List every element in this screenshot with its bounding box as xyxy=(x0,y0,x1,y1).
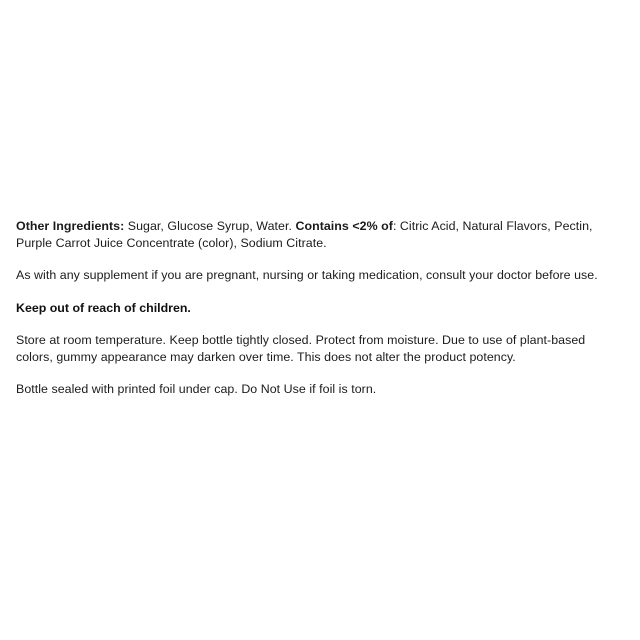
other-ingredients-paragraph xyxy=(16,218,616,251)
seal-notice-paragraph: Bottle sealed with printed foil under cap. Do Not Use if foil is torn. xyxy=(16,382,377,396)
other-ingredients-list-part-2: : Citric Acid, Natural Flavors, Pectin, Purple Carrot Juice Concentrate (color), Sodium Citrate. xyxy=(16,219,593,250)
other-ingredients-label: Other Ingredients: xyxy=(16,219,125,233)
supplement-warning-paragraph: As with any supplement if you are pregnant, nursing or taking medication, consult your doctor before use. xyxy=(16,268,598,282)
keep-out-of-reach-heading: Keep out of reach of children. xyxy=(16,300,191,315)
other-ingredients-list-part-1: Sugar, Glucose Syrup, Water. xyxy=(124,219,296,233)
storage-instructions-paragraph: Store at room temperature. Keep bottle tightly closed. Protect from moisture. Due to use of plant-based colors, gummy appearance may darken over time. This does not alter the product potency. xyxy=(16,333,586,364)
contains-less-than-label: Contains <2% of xyxy=(295,219,393,233)
label-text-block xyxy=(16,218,616,398)
